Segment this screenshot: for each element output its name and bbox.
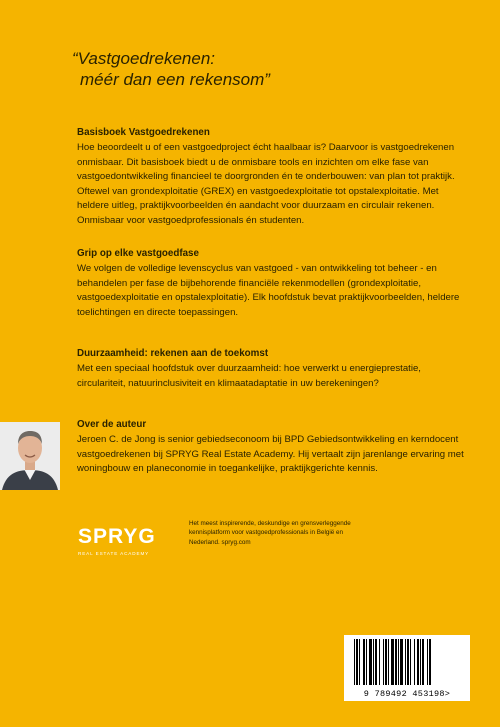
barcode-bar <box>405 639 406 685</box>
section-body: Hoe beoordeelt u of een vastgoedproject écht haalbaar is? Daarvoor is vastgoedrekenen onmisbaar. Dit basisboek biedt u de onmisbare tools en inzichten om elke fase van vastgoedontwikkeling financieel te doorgronden én te onderbouwen: van plan tot praktijk. Oftewel van grondexploitatie (GREX) en vastgoedexploitatie tot opstalexploitatie. Met heldere uitleg, praktijkvoorbeelden én aandacht voor duurzaam en circulair rekenen. Onmisbaar voor vastgoedprofessionals én studenten. <box>77 142 455 226</box>
barcode-bar <box>429 639 431 685</box>
isbn-barcode <box>344 635 470 701</box>
section-heading: Basisboek Vastgoedrekenen <box>77 127 210 138</box>
section-heading: Over de auteur <box>77 419 147 430</box>
barcode-bar <box>420 639 421 685</box>
barcode-bar <box>410 639 411 685</box>
barcode-bar <box>398 639 399 685</box>
barcode-icon <box>344 635 470 689</box>
barcode-bar <box>354 639 355 685</box>
barcode-bar <box>395 639 397 685</box>
barcode-bar <box>400 639 403 685</box>
barcode-bar <box>427 639 428 685</box>
barcode-bar <box>363 639 365 685</box>
cover-quote <box>72 48 452 90</box>
author-photo <box>0 422 60 490</box>
barcode-bar <box>375 639 377 685</box>
barcode-bar <box>383 639 384 685</box>
barcode-bar <box>414 639 415 685</box>
isbn-number <box>344 689 470 699</box>
isbn-digits: 9 789492 453198 <box>363 689 445 699</box>
spryg-logo <box>78 526 164 556</box>
barcode-bar <box>366 639 367 685</box>
quote-line-2: méér dan een rekensom” <box>80 70 270 89</box>
barcode-bar <box>379 639 380 685</box>
section-body: Jeroen C. de Jong is senior gebiedseconoom bij BPD Gebiedsontwikkeling en kerndocent vastgoedrekenen bij SPRYG Real Estate Academy. Hij vertaalt zijn jarenlange ervaring met woningbouw en planeconomie in toegankelijke, praktijkgerichte kennis. <box>77 434 464 474</box>
section-heading: Grip op elke vastgoedfase <box>77 248 199 259</box>
barcode-bar <box>359 639 360 685</box>
barcode-bar <box>391 639 394 685</box>
section-auteur <box>77 418 472 477</box>
section-body: We volgen de volledige levenscyclus van vastgoed - van ontwikkeling tot beheer - en behandelen per fase de bijbehorende financiële rekenmodellen (grondexploitatie, vastgoedexploitatie en opstalexploitatie). Elk hoofdstuk bevat praktijkvoorbeelden, heldere toelichtingen en directe toepassingen. <box>77 263 460 318</box>
section-grip <box>77 247 472 320</box>
barcode-bar <box>422 639 424 685</box>
barcode-bar <box>369 639 372 685</box>
barcode-bar <box>385 639 387 685</box>
logo-subtitle: REAL ESTATE ACADEMY <box>78 551 150 556</box>
barcode-bar <box>356 639 358 685</box>
barcode-bar <box>407 639 409 685</box>
author-portrait-icon <box>0 422 60 490</box>
section-heading: Duurzaamheid: rekenen aan de toekomst <box>77 348 269 359</box>
section-duurzaamheid <box>77 347 472 391</box>
isbn-trailing-mark: > <box>444 689 451 699</box>
quote-line-1: “Vastgoedrekenen: <box>72 49 216 68</box>
section-basisboek <box>77 126 472 228</box>
barcode-bar <box>417 639 419 685</box>
promo-text: Het meest inspirerende, deskundige en grensverleggende kennisplatform voor vastgoedprofessionals in België en Nederland. spryg.com <box>189 520 351 546</box>
barcode-bar <box>388 639 389 685</box>
logo-wordmark: SPRYG <box>78 525 156 548</box>
barcode-bar <box>373 639 374 685</box>
section-body: Met een speciaal hoofdstuk over duurzaamheid: hoe verwerkt u energieprestatie, circulariteit, natuurinclusiviteit en klimaatadaptatie in uw berekeningen? <box>77 363 421 389</box>
